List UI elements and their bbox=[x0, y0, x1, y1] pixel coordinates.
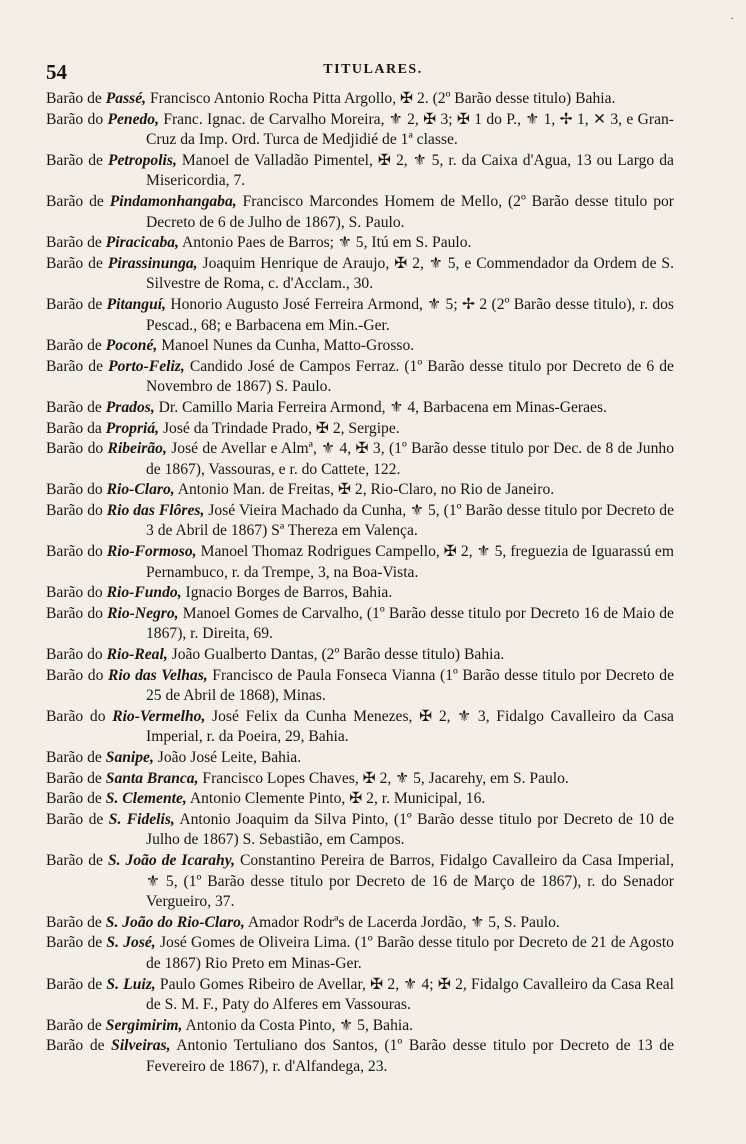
list-item: Barão do Rio-Vermelho, José Felix da Cunha Menezes, ✠ 2, ⚜ 3, Fidalgo Cavalleiro da Casa Imperial, r. da Poeira, 29, Bahia. bbox=[46, 707, 674, 746]
list-item: Barão do Ribeirão, José de Avellar e Almª, ⚜ 4, ✠ 3, (1º Barão desse titulo por Dec. de 8 de Junho de 1867), Vassouras, e r. do Cattete, 122. bbox=[46, 440, 674, 478]
page-title: TITULARES. bbox=[323, 62, 423, 77]
list-item: Barão de S. João de Icarahy, Constantino Pereira de Barros, Fidalgo Cavalleiro da Casa Imperial, ⚜ 5, (1º Barão desse titulo por Decreto de 16 de Março de 1867), r. do Senador Vergueiro, 37. bbox=[46, 851, 674, 911]
list-item: Barão de Pindamonhangaba, Francisco Marcondes Homem de Mello, (2º Barão desse titulo por Decreto de 6 de Julho de 1867), S. Paulo. bbox=[46, 192, 675, 231]
list-item: Barão do Rio das Flôres, José Vieira Machado da Cunha, ⚜ 5, (1º Barão desse titulo por Decreto de 3 de Abril de 1867) Sª Thereza em Valença. bbox=[46, 501, 674, 540]
list-item: Barão de Sergimirim, Antonio da Costa Pinto, ⚜ 5, Bahia. bbox=[46, 1016, 414, 1034]
list-item: Barão de Poconé, Manoel Nunes da Cunha, Matto-Grosso. bbox=[46, 337, 415, 355]
list-item: Barão da Propriá, José da Trindade Prado, ✠ 2, Sergipe. bbox=[46, 419, 400, 437]
list-item: Barão de Petropolis, Manoel de Valladão Pimentel, ✠ 2, ⚜ 5, r. da Caixa d'Agua, 13 ou Largo da Misericordia, 7. bbox=[46, 151, 674, 190]
list-item: Barão de Pitanguí, Honorio Augusto José Ferreira Armond, ⚜ 5; ✢ 2 (2º Barão desse titulo), r. dos Pescad., 68; e Barbacena em Min.-Ger. bbox=[46, 295, 674, 334]
list-item: Barão de Porto-Feliz, Candido José de Campos Ferraz. (1º Barão desse titulo por Decreto de 6 de Novembro de 1867) S. Paulo. bbox=[46, 357, 674, 396]
list-item: Barão de Silveiras, Antonio Tertuliano dos Santos, (1º Barão desse titulo por Decreto de 13 de Fevereiro de 1867), r. d'Alfandega, 23. bbox=[46, 1037, 675, 1075]
list-item: Barão de S. José, José Gomes de Oliveira Lima. (1º Barão desse titulo por Decreto de 21 de Agosto de 1867) Rio Preto em Minas-Ger. bbox=[46, 934, 674, 972]
list-item: Barão de Passé, Francisco Antonio Rocha Pitta Argollo, ✠ 2. (2º Barão desse titulo) Bahia. bbox=[46, 90, 616, 107]
list-item: Barão de Santa Branca, Francisco Lopes Chaves, ✠ 2, ⚜ 5, Jacarehy, em S. Paulo. bbox=[46, 769, 569, 787]
page-header bbox=[46, 60, 700, 84]
list-item: Barão de Piracicaba, Antonio Paes de Barros; ⚜ 5, Itú em S. Paulo. bbox=[46, 234, 472, 252]
list-item: Barão de Sanipe, João José Leite, Bahia. bbox=[46, 749, 302, 766]
list-item: Barão do Penedo, Franc. Ignac. de Carvalho Moreira, ⚜ 2, ✠ 3; ✠ 1 do P., ⚜ 1, ✢ 1, ✕ 3, e Gran-Cruz da Imp. Ord. Turca de Medjidié de 1ª classe. bbox=[46, 110, 674, 149]
list-item: Barão de S. Luiz, Paulo Gomes Ribeiro de Avellar, ✠ 2, ⚜ 4; ✠ 2, Fidalgo Cavalleiro da Casa Real de S. M. F., Paty do Alferes em Vassouras. bbox=[46, 975, 675, 1014]
list-item: Barão de Prados, Dr. Camillo Maria Ferreira Armond, ⚜ 4, Barbacena em Minas-Geraes. bbox=[46, 398, 607, 416]
list-item: Barão de Pirassinunga, Joaquim Henrique de Araujo, ✠ 2, ⚜ 5, e Commendador da Ordem de S. Silvestre de Roma, c. d'Acclam., 30. bbox=[46, 254, 675, 293]
list-item: Barão do Rio-Claro, Antonio Man. de Freitas, ✠ 2, Rio-Claro, no Rio de Janeiro. bbox=[46, 481, 555, 499]
list-item: Barão de S. Clemente, Antonio Clemente Pinto, ✠ 2, r. Municipal, 16. bbox=[46, 790, 486, 808]
list-item: Barão do Rio-Fundo, Ignacio Borges de Barros, Bahia. bbox=[46, 584, 393, 602]
entries-list bbox=[46, 89, 674, 1078]
list-item: Barão do Rio-Real, João Gualberto Dantas, (2º Barão desse titulo) Bahia. bbox=[46, 646, 505, 664]
margin-mark: ˙ bbox=[730, 14, 735, 29]
list-item: Barão do Rio-Formoso, Manoel Thomaz Rodrigues Campello, ✠ 2, ⚜ 5, freguezia de Iguarassú em Pernambuco, r. da Trempe, 3, na Boa-Vista. bbox=[46, 543, 674, 581]
list-item: Barão de S. João do Rio-Claro, Amador Rodrªs de Lacerda Jordão, ⚜ 5, S. Paulo. bbox=[46, 913, 560, 931]
list-item: Barão de S. Fidelis, Antonio Joaquim da Silva Pinto, (1º Barão desse titulo por Decreto de 10 de Julho de 1867) S. Sebastião, em Campos. bbox=[46, 810, 674, 849]
list-item: Barão do Rio-Negro, Manoel Gomes de Carvalho, (1º Barão desse titulo por Decreto 16 de Maio de 1867), r. Direita, 69. bbox=[46, 604, 674, 643]
page-number: 54 bbox=[46, 60, 67, 84]
list-item: Barão do Rio das Velhas, Francisco de Paula Fonseca Vianna (1º Barão desse titulo por Decreto de 25 de Abril de 1868), Minas. bbox=[46, 666, 675, 705]
